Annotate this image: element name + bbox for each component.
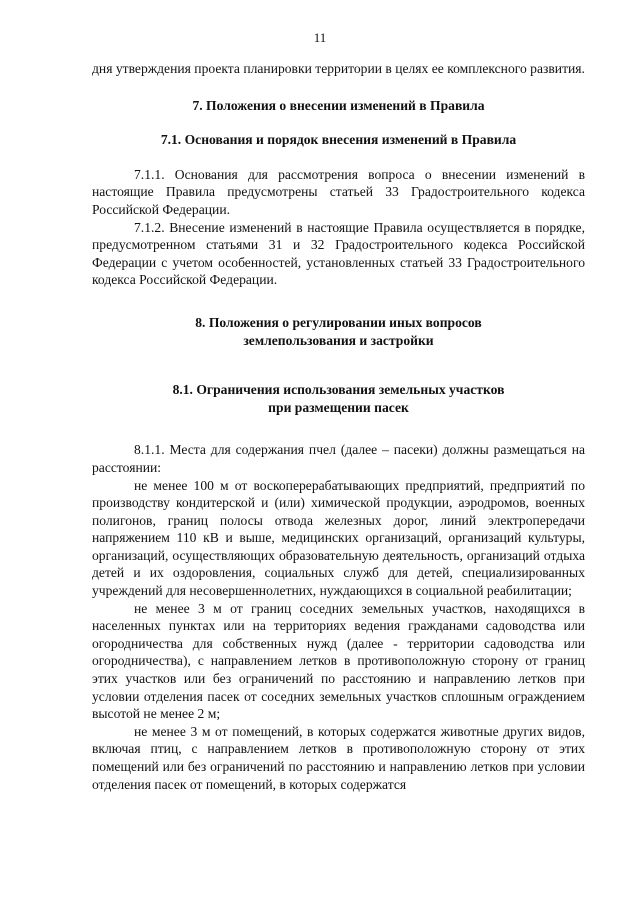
document-body (92, 60, 585, 793)
paragraph-7-1-2: 7.1.2. Внесение изменений в настоящие Правила осуществляется в порядке, предусмотренном статьями 31 и 32 Градостроительного кодекса Российской Федерации с учетом особенностей, установленных статьей 33 Градостроительного кодекса Российской Федерации. (92, 219, 585, 288)
paragraph-continuation: дня утверждения проекта планировки территории в целях ее комплексного развития. (92, 61, 585, 76)
page-number: 11 (313, 30, 327, 45)
section-8-1-heading-line-2: при размещении пасек (268, 399, 409, 415)
section-8-heading-line-1: 8. Положения о регулировании иных вопросов (195, 314, 482, 330)
paragraph-8-1-1-item-2: не менее 3 м от границ соседних земельных участков, находящихся в населенных пунктах или на территориях ведения гражданами садоводства или огородничества для собственных нужд (далее - территории садоводства или огородничества), с направлением летков в противоположную сторону от границ этих участков или без ограничений по расстоянию и направлению летков при условии отделения пасек от соседних земельных участков сплошным ограждением высотой не менее 2 м; (92, 600, 585, 722)
paragraph-8-1-1: 8.1.1. Места для содержания пчел (далее – пасеки) должны размещаться на расстоянии: (92, 442, 585, 475)
section-7-heading: 7. Положения о внесении изменений в Правила (192, 97, 485, 113)
section-8-1-heading-line-1: 8.1. Ограничения использования земельных участков (172, 382, 505, 398)
section-7-1-heading: 7.1. Основания и порядок внесения изменений в Правила (160, 132, 517, 148)
section-8-1-heading (92, 381, 585, 416)
paragraph-7-1-1: 7.1.1. Основания для рассмотрения вопроса о внесении изменений в настоящие Правила предусмотрены статьей 33 Градостроительного кодекса Российской Федерации. (92, 166, 585, 217)
paragraph-8-1-1-item-3: не менее 3 м от помещений, в которых содержатся животные других видов, включая птиц, с направлением летков в противоположную сторону от этих помещений или без ограничений по расстоянию и направлению летков при условии отделения пасек от помещений, в которых содержатся (92, 723, 585, 792)
section-8-heading (92, 314, 585, 349)
paragraph-8-1-1-item-1: не менее 100 м от воскоперерабатывающих предприятий, предприятий по производству кондитерской и (или) химической продукции, аэродромов, военных полигонов, границ полосы отвода железных дорог, линий электропередачи напряжением 110 кВ и выше, медицинских организаций, организаций культуры, организаций, осуществляющих образовательную деятельность, организаций отдыха детей и их оздоровления, социальных служб для детей, специализированных учреждений для несовершеннолетних, нуждающихся в социальной реабилитации; (92, 477, 585, 599)
section-8-heading-line-2: землепользования и застройки (243, 332, 434, 348)
